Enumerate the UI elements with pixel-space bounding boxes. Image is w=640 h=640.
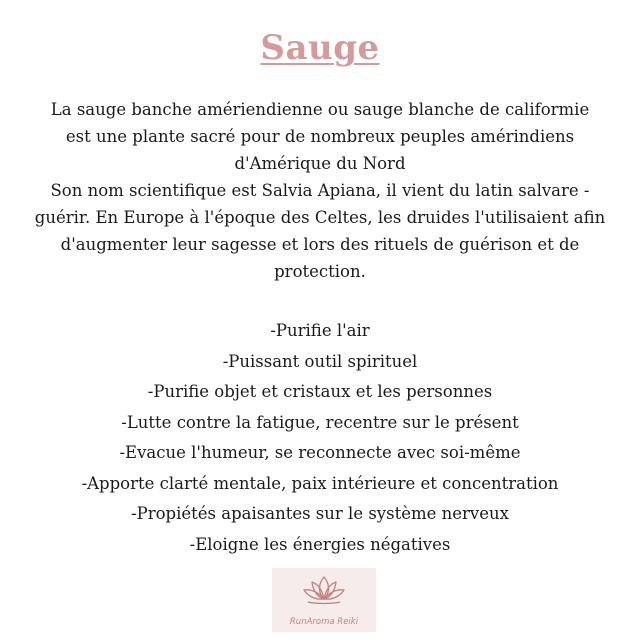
benefit-item: -Purifie objet et cristaux et les personnes	[147, 382, 493, 401]
intro-line: guérir. En Europe à l'époque des Celtes, les druides l'utilisaient afin	[34, 208, 606, 227]
intro-line: est une plante sacré pour de nombreux peuples amérindiens	[65, 127, 575, 146]
benefit-item: -Purifie l'air	[270, 321, 370, 340]
page-title: Sauge	[260, 28, 380, 68]
lotus-icon	[299, 571, 349, 611]
intro-line: d'augmenter leur sagesse et lors des rituels de guérison et de	[60, 235, 580, 254]
brand-name: RunAroma Reiki	[289, 617, 359, 627]
intro-line: protection.	[274, 262, 366, 281]
benefit-item: -Evacue l'humeur, se reconnecte avec soi-même	[119, 443, 521, 462]
intro-line: La sauge banche amériendienne ou sauge blanche de califormie	[50, 100, 590, 119]
intro-line: d'Amérique du Nord	[234, 154, 406, 173]
benefit-item: -Propiétés apaisantes sur le système nerveux	[131, 504, 509, 523]
intro-paragraph	[24, 96, 616, 285]
benefit-item: -Puissant outil spirituel	[222, 351, 418, 371]
benefits-list	[0, 316, 640, 560]
brand-logo	[272, 568, 376, 632]
intro-line: Son nom scientifique est Salvia Apiana, il vient du latin salvare -	[50, 181, 590, 200]
benefit-item: -Apporte clarté mentale, paix intérieure et concentration	[81, 473, 559, 493]
benefit-item: -Eloigne les énergies négatives	[189, 534, 451, 554]
benefit-item: -Lutte contre la fatigue, recentre sur le présent	[121, 412, 519, 432]
